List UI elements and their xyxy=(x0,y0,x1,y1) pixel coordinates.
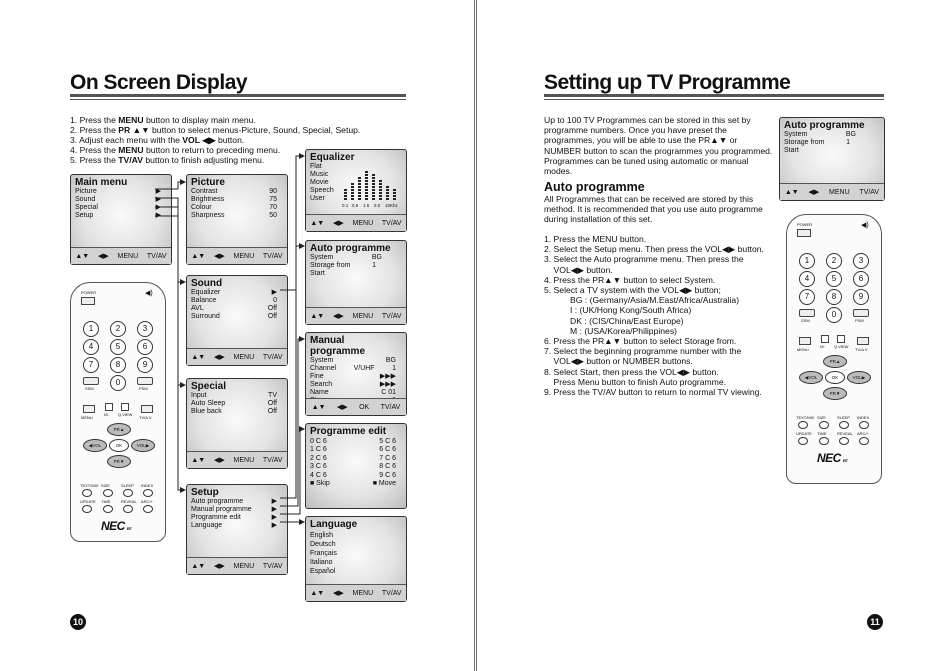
auto-row-storage-from[interactable]: Storage from 1 xyxy=(310,262,376,269)
digit-button-9[interactable]: 9 xyxy=(853,289,869,305)
sound-menu-title: Sound xyxy=(191,278,223,289)
programme-edit-menu-title: Programme edit xyxy=(310,426,387,437)
digit-button-9[interactable]: 9 xyxy=(137,357,153,373)
special-row-input[interactable]: Input TV xyxy=(191,392,277,399)
equalizer-menu-box xyxy=(305,149,407,232)
auto-programme-rows xyxy=(780,131,884,155)
programme-cell[interactable]: 5 C 6 xyxy=(379,438,396,445)
func-button[interactable] xyxy=(143,489,153,497)
language-menu-title: Language xyxy=(310,519,358,530)
eq-band-label: 1.5 xyxy=(363,203,370,208)
picture-row-colour[interactable]: Colour 70 xyxy=(191,204,277,211)
eq-preset-movie[interactable]: Movie xyxy=(310,179,329,186)
func-button[interactable] xyxy=(839,437,849,445)
vol-right-button[interactable]: VOL▶ xyxy=(847,371,871,384)
manual-row-channel[interactable]: Channel V/UHF 1 xyxy=(310,365,396,372)
eq-bar xyxy=(393,189,396,200)
eq-band-label: 0.5 xyxy=(352,203,359,208)
pr-down-button[interactable]: PR▼ xyxy=(107,455,131,468)
power-label: POWER xyxy=(797,222,813,227)
menu-label: MENU xyxy=(797,347,809,352)
func-label: TIME xyxy=(817,431,827,436)
digit-button-4[interactable]: 4 xyxy=(799,271,815,287)
func-label: TEXT/MIX xyxy=(796,415,815,420)
text-line: All Programmes that can be received are stored by this xyxy=(544,194,754,204)
func-button[interactable] xyxy=(103,489,113,497)
text-line: programme numbers. Once you have preset the xyxy=(544,125,727,136)
func-button[interactable] xyxy=(143,505,153,513)
text-line: Up to 100 TV Programmes can be stored in this set by xyxy=(544,115,751,125)
psm-button[interactable] xyxy=(853,309,869,317)
picture-menu-rows xyxy=(187,188,287,220)
text-line: 1. Press the MENU button. xyxy=(544,234,647,244)
eq-bar xyxy=(351,183,354,200)
menu-button[interactable] xyxy=(83,405,95,413)
text-line: BG : (Germany/Asia/M.East/Africa/Australia) xyxy=(570,295,740,306)
func-label: REVEAL xyxy=(121,499,137,504)
auto-programme-menu-box xyxy=(305,240,407,325)
func-label: TEXT/MIX xyxy=(80,483,99,488)
text-line: modes. xyxy=(544,166,573,177)
picture-menu-box xyxy=(186,174,288,265)
language-menu-box xyxy=(305,516,407,602)
digit-button-1[interactable]: 1 xyxy=(83,321,99,337)
eq-bar xyxy=(372,174,375,200)
brand-logo: NEC E/T xyxy=(817,451,848,465)
main-menu-box xyxy=(70,174,172,265)
func-button[interactable] xyxy=(819,437,829,445)
auto-programme-description xyxy=(544,194,763,225)
language-english[interactable]: English xyxy=(310,532,333,539)
special-menu-box xyxy=(186,378,288,469)
text-line: VOL◀▶ button. xyxy=(544,264,613,275)
iii-button[interactable] xyxy=(105,403,113,411)
manual-row-search[interactable]: Search ▶▶▶ xyxy=(310,381,396,388)
auto-row-start[interactable]: Start xyxy=(310,270,325,277)
menu-footer: ▲▼ ◀▶ MENU TV/AV xyxy=(71,247,171,264)
text-line: 8. Select Start, then press the VOL◀▶ button. xyxy=(544,366,719,377)
ssm-label: SSM xyxy=(801,318,810,323)
programme-cell[interactable]: 8 C 6 xyxy=(379,463,396,471)
menu-footer: ▲▼ ◀▶ MENU TV/AV xyxy=(306,307,406,324)
qview-label: Q.VIEW xyxy=(834,344,849,349)
qview-button[interactable] xyxy=(837,335,845,343)
digit-button-2[interactable]: 2 xyxy=(826,253,842,269)
menu-item-picture[interactable]: Picture ▶ xyxy=(75,188,161,195)
func-label: SLEEP xyxy=(121,483,134,488)
special-menu-title: Special xyxy=(191,381,227,392)
func-label: UPDATE xyxy=(796,431,812,436)
intro-paragraph xyxy=(544,115,772,176)
func-button[interactable] xyxy=(859,437,869,445)
programme-cell[interactable]: 0 C 6 xyxy=(310,438,327,445)
osd-step: 3. Adjust each menu with the VOL ◀▶ button. xyxy=(70,135,245,145)
pr-up-button[interactable]: PR▲ xyxy=(823,355,847,368)
menu-footer: ▲▼ ◀▶ MENU TV/AV xyxy=(187,451,287,468)
iii-button[interactable] xyxy=(821,335,829,343)
tvav-button[interactable] xyxy=(141,405,153,413)
menu-button[interactable] xyxy=(799,337,811,345)
text-line: 2. Select the Setup menu. Then press the VOL◀▶ button. xyxy=(544,244,764,255)
digit-button-6[interactable]: 6 xyxy=(853,271,869,287)
power-label: POWER xyxy=(81,290,97,295)
setup-row-programme-edit[interactable]: Programme edit ▶ xyxy=(191,514,277,521)
menu-item-setup[interactable]: Setup ▶ xyxy=(75,212,161,219)
text-line: 6. Press the PR▲▼ button to select Storage from. xyxy=(544,336,737,347)
func-label: INDEX xyxy=(857,415,870,420)
programme-cell[interactable]: 4 C 6 xyxy=(310,471,327,479)
sound-row-balance[interactable]: Balance 0 xyxy=(191,297,277,304)
page-number: 10 xyxy=(70,614,86,630)
picture-row-contrast[interactable]: Contrast 90 xyxy=(191,188,277,195)
sound-row-surround[interactable]: Surround Off xyxy=(191,313,277,320)
language-italiano[interactable]: Italiano xyxy=(310,559,333,566)
text-line: 4. Press the PR▲▼ button to select System. xyxy=(544,274,716,285)
eq-bar xyxy=(386,186,389,200)
vol-left-button[interactable]: ◀VOL xyxy=(83,439,107,452)
auto-programme-heading: Auto programme xyxy=(544,180,645,194)
language-deutsch[interactable]: Deutsch xyxy=(310,541,336,548)
picture-row-brightness[interactable]: Brightness 75 xyxy=(191,196,277,203)
osd-step: 5. Press the TV/AV button to finish adjusting menu. xyxy=(70,155,265,165)
func-button[interactable] xyxy=(859,421,869,429)
move-option[interactable]: ■ Move xyxy=(372,480,396,488)
text-line: 3. Select the Auto programme menu. Then press the xyxy=(544,254,744,265)
right-page xyxy=(476,0,950,671)
title-rule xyxy=(70,94,406,97)
func-button[interactable] xyxy=(839,421,849,429)
pr-up-button[interactable]: PR▲ xyxy=(107,423,131,436)
ssm-button[interactable] xyxy=(83,377,99,385)
text-line: NUMBER button to scan the programmes you programmed. xyxy=(544,145,773,156)
func-label: INDEX xyxy=(141,483,154,488)
special-menu-rows xyxy=(187,392,287,416)
auto-row-system[interactable]: System BG xyxy=(310,254,382,261)
main-menu-title: Main menu xyxy=(75,177,128,188)
menu-footer: ▲▼ ◀▶ MENU TV/AV xyxy=(187,348,287,365)
mute-icon[interactable]: ◀) xyxy=(861,222,869,229)
digit-button-3[interactable]: 3 xyxy=(137,321,153,337)
func-label: REVEAL xyxy=(837,431,853,436)
eq-band-label: 5.0 xyxy=(374,203,381,208)
text-line: M : (USA/Korea/Philippines) xyxy=(570,325,677,336)
ssm-button[interactable] xyxy=(799,309,815,317)
func-button[interactable] xyxy=(103,505,113,513)
auto-row-start[interactable]: Start xyxy=(784,147,799,154)
setup-row-manual-programme[interactable]: Manual programme ▶ xyxy=(191,506,277,513)
power-button[interactable] xyxy=(797,229,811,237)
text-line: I : (UK/Hong Kong/South Africa) xyxy=(570,305,692,316)
auto-row-system[interactable]: System BG xyxy=(784,131,856,138)
page-title: Setting up TV Programme xyxy=(544,71,791,94)
digit-button-2[interactable]: 2 xyxy=(110,321,126,337)
auto-row-storage-from[interactable]: Storage from 1 xyxy=(784,139,850,146)
text-line: DK : (CIS/China/East Europe) xyxy=(570,315,684,326)
psm-button[interactable] xyxy=(137,377,153,385)
eq-preset-user[interactable]: User xyxy=(310,195,325,202)
equalizer-graph xyxy=(342,164,400,208)
menu-footer: ▲▼ ◀▶ MENU TV/AV xyxy=(306,214,406,231)
main-menu-items xyxy=(71,188,171,220)
brand-logo: NEC E/T xyxy=(101,519,132,533)
menu-footer: ▲▼ ◀▶ MENU TV/AV xyxy=(780,183,884,200)
picture-menu-title: Picture xyxy=(191,177,225,188)
func-button[interactable] xyxy=(82,505,92,513)
func-label: SLEEP xyxy=(837,415,850,420)
manual-programme-menu-box xyxy=(305,332,407,416)
digit-button-4[interactable]: 4 xyxy=(83,339,99,355)
eq-preset-speech[interactable]: Speech xyxy=(310,187,334,194)
digit-button-3[interactable]: 3 xyxy=(853,253,869,269)
psm-label: PSM xyxy=(855,318,864,323)
psm-label: PSM xyxy=(139,386,148,391)
func-button[interactable] xyxy=(819,421,829,429)
setup-menu-title: Setup xyxy=(191,487,219,498)
auto-programme-menu-title: Auto programme xyxy=(784,120,865,131)
text-line: programmes, you will be able to use the PR▲▼ or xyxy=(544,135,738,146)
eq-preset-flat[interactable]: Flat xyxy=(310,163,322,170)
func-button[interactable] xyxy=(82,489,92,497)
func-label: SIZE xyxy=(817,415,826,420)
ssm-label: SSM xyxy=(85,386,94,391)
menu-footer: ▲▼ ◀▶ OK TV/AV xyxy=(306,398,406,415)
auto-programme-rows xyxy=(306,254,406,278)
picture-row-sharpness[interactable]: Sharpness 50 xyxy=(191,212,277,219)
manual-row-fine[interactable]: Fine ▶▶▶ xyxy=(310,373,396,380)
func-button[interactable] xyxy=(123,489,133,497)
text-line: 5. Select a TV system with the VOL◀▶ button; xyxy=(544,285,721,296)
programme-cell[interactable]: 2 C 6 xyxy=(310,454,327,462)
func-label: SIZE xyxy=(101,483,110,488)
eq-preset-music[interactable]: Music xyxy=(310,171,329,178)
text-line: Programmes can be tuned using automatic or manual xyxy=(544,155,749,166)
auto-programme-steps xyxy=(544,234,764,397)
auto-programme-menu-box xyxy=(779,117,885,201)
programme-cell[interactable]: 7 C 6 xyxy=(379,454,396,462)
manual-programme-menu-title: Manual programme xyxy=(310,335,366,357)
auto-programme-menu-title: Auto programme xyxy=(310,243,391,254)
digit-button-0[interactable]: 0 xyxy=(826,307,842,323)
programme-edit-menu-box xyxy=(305,423,407,509)
text-line: method. It is recommended that you use auto programme xyxy=(544,204,763,215)
setup-row-language[interactable]: Language ▶ xyxy=(191,522,277,529)
digit-button-7[interactable]: 7 xyxy=(799,289,815,305)
mute-icon[interactable]: ◀) xyxy=(145,290,153,297)
digit-button-0[interactable]: 0 xyxy=(110,375,126,391)
manual-row-system[interactable]: System BG xyxy=(310,357,396,364)
page-number: 11 xyxy=(867,614,883,630)
digit-button-8[interactable]: 8 xyxy=(826,289,842,305)
menu-item-special[interactable]: Special ▶ xyxy=(75,204,161,211)
text-line: Press Menu button to finish Auto programme. xyxy=(544,376,726,387)
tvav-label: TV/A V xyxy=(855,347,868,352)
vol-right-button[interactable]: VOL▶ xyxy=(131,439,155,452)
programme-edit-grid xyxy=(306,437,406,489)
tvav-label: TV/A V xyxy=(139,415,152,420)
programme-cell[interactable]: 1 C 6 xyxy=(310,446,327,454)
func-label: ARC/+ xyxy=(141,499,153,504)
func-label: TIME xyxy=(101,499,111,504)
qview-button[interactable] xyxy=(121,403,129,411)
iii-label: I/II xyxy=(104,412,109,417)
language-francais[interactable]: Français xyxy=(310,550,337,557)
func-button[interactable] xyxy=(123,505,133,513)
func-button[interactable] xyxy=(798,421,808,429)
osd-step: 2. Press the PR ▲▼ button to select menus-Picture, Sound, Special, Setup. xyxy=(70,125,361,135)
digit-button-7[interactable]: 7 xyxy=(83,357,99,373)
tvav-button[interactable] xyxy=(857,337,869,345)
eq-band-label: 0.1 xyxy=(342,203,349,208)
special-row-auto-sleep[interactable]: Auto Sleep Off xyxy=(191,400,277,407)
special-row-blue-back[interactable]: Blue back Off xyxy=(191,408,277,415)
pr-down-button[interactable]: PR▼ xyxy=(823,387,847,400)
setup-menu-rows xyxy=(187,498,287,530)
manual-row-name[interactable]: Name C 01 xyxy=(310,389,396,396)
eq-bar xyxy=(365,171,368,200)
remote-control xyxy=(70,282,166,542)
sound-menu-rows xyxy=(187,289,287,321)
eq-bar xyxy=(379,180,382,200)
setup-menu-box xyxy=(186,484,288,575)
sound-menu-box xyxy=(186,275,288,366)
osd-step: 4. Press the MENU button to return to preceding menu. xyxy=(70,145,281,155)
menu-footer: ▲▼ ◀▶ MENU TV/AV xyxy=(187,557,287,574)
page-title: On Screen Display xyxy=(70,71,248,94)
programme-cell[interactable]: 9 C 6 xyxy=(379,471,396,479)
title-rule-thin xyxy=(70,99,406,100)
programme-cell[interactable]: 6 C 6 xyxy=(379,446,396,454)
osd-step: 1. Press the MENU button to display main menu. xyxy=(70,115,256,125)
eq-bar xyxy=(344,189,347,200)
digit-button-8[interactable]: 8 xyxy=(110,357,126,373)
func-button[interactable] xyxy=(798,437,808,445)
programme-cell[interactable]: 3 C 6 xyxy=(310,463,327,471)
text-line: during installation of this set. xyxy=(544,214,653,225)
sound-row-equalizer[interactable]: Equalizer ▶ xyxy=(191,289,277,296)
iii-label: I/II xyxy=(820,344,825,349)
eq-bar xyxy=(358,177,361,200)
func-label: UPDATE xyxy=(80,499,96,504)
text-line: VOL◀▶ button or NUMBER buttons. xyxy=(544,356,693,367)
ok-button[interactable]: OK xyxy=(825,371,845,384)
eq-band-label: 10Khz xyxy=(385,203,398,208)
digit-button-6[interactable]: 6 xyxy=(137,339,153,355)
qview-label: Q.VIEW xyxy=(118,412,133,417)
text-line: 9. Press the TV/AV button to return to normal TV viewing. xyxy=(544,387,762,398)
digit-button-5[interactable]: 5 xyxy=(110,339,126,355)
menu-item-sound[interactable]: Sound ▶ xyxy=(75,196,161,203)
func-label: ARC/+ xyxy=(857,431,869,436)
setup-row-auto-programme[interactable]: Auto programme ▶ xyxy=(191,498,277,505)
ok-button[interactable]: OK xyxy=(109,439,129,452)
skip-option[interactable]: ■ Skip xyxy=(310,480,330,488)
sound-row-avl[interactable]: AVL Off xyxy=(191,305,277,312)
title-rule-thin xyxy=(544,99,884,100)
remote-control xyxy=(786,214,882,484)
text-line: 7. Select the beginning programme number with the xyxy=(544,346,742,357)
menu-footer: ▲▼ ◀▶ MENU TV/AV xyxy=(306,584,406,601)
language-espanol[interactable]: Español xyxy=(310,568,336,575)
power-button[interactable] xyxy=(81,297,95,305)
title-rule xyxy=(544,94,884,97)
language-options xyxy=(306,530,406,576)
digit-button-1[interactable]: 1 xyxy=(799,253,815,269)
equalizer-menu-title: Equalizer xyxy=(310,152,355,163)
vol-left-button[interactable]: ◀VOL xyxy=(799,371,823,384)
digit-button-5[interactable]: 5 xyxy=(826,271,842,287)
menu-footer: ▲▼ ◀▶ MENU TV/AV xyxy=(187,247,287,264)
menu-label: MENU xyxy=(81,415,93,420)
